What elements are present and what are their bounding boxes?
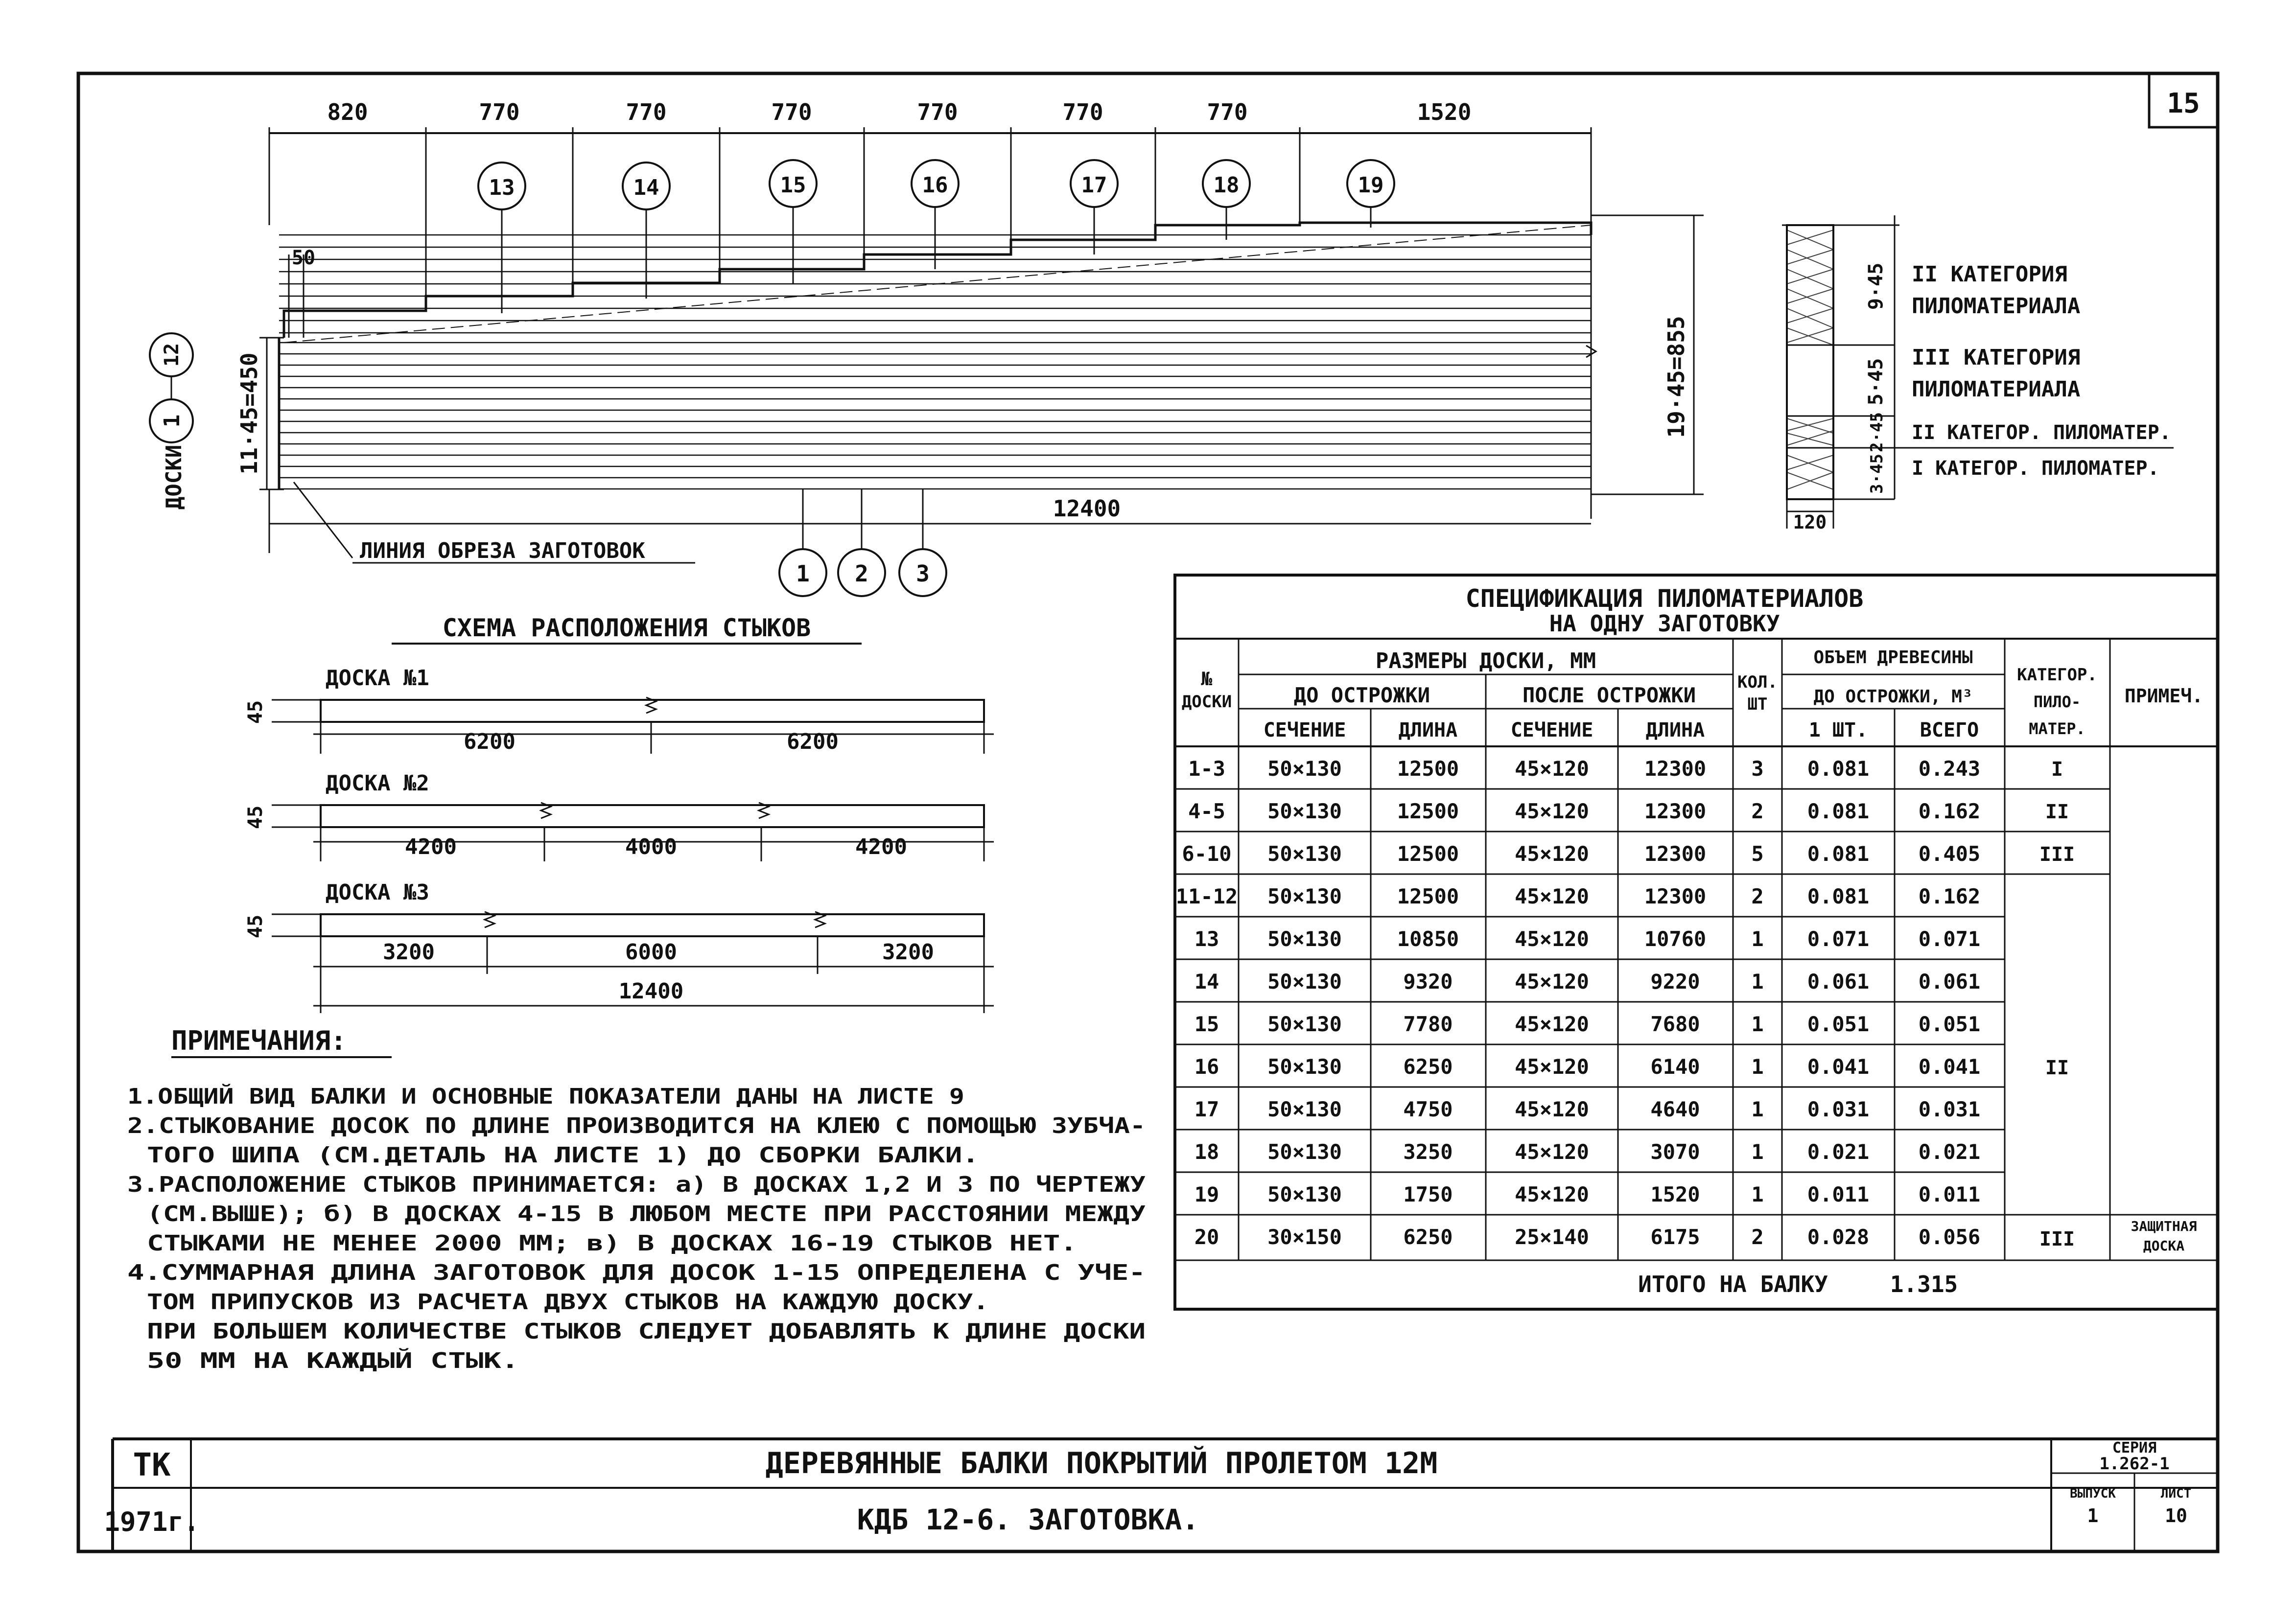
segment-length: 3200	[882, 940, 934, 965]
row-volume-total: 0.041	[1918, 1055, 1981, 1079]
legend-width: 120	[1793, 511, 1827, 533]
legend-label: II КАТЕГОР. ПИЛОМАТЕР.	[1912, 421, 2171, 444]
row-length-after: 12300	[1644, 884, 1707, 908]
seria-label: СЕРИЯ	[2112, 1439, 2157, 1457]
row-section-after: 45×120	[1515, 1055, 1589, 1079]
segment-length: 4000	[625, 834, 677, 859]
h-all: ВСЕГО	[1920, 719, 1979, 741]
tk-label: ТК	[133, 1447, 171, 1483]
row-length-before: 6250	[1403, 1055, 1453, 1079]
row-length-before: 10850	[1397, 927, 1459, 951]
right-dim: 19·45=855	[1663, 316, 1689, 438]
row-section-before: 50×130	[1267, 1097, 1342, 1121]
h-length: ДЛИНА	[1398, 719, 1458, 741]
total-length: 12400	[618, 979, 684, 1004]
row-volume-total: 0.011	[1918, 1182, 1981, 1206]
h-note: ПРИМЕЧ.	[2124, 685, 2203, 707]
cut-line-label: ЛИНИЯ ОБРЕЗА ЗАГОТОВОК	[360, 538, 645, 563]
row-volume-total: 0.051	[1918, 1012, 1981, 1036]
top-dim: 770	[626, 99, 667, 125]
joints-scheme	[244, 614, 994, 1013]
row-qty: 1	[1751, 970, 1764, 994]
row-section-after: 45×120	[1515, 757, 1589, 781]
joints-title: СХЕМА РАСПОЛОЖЕНИЯ СТЫКОВ	[442, 614, 811, 642]
board-thickness: 45	[244, 700, 267, 724]
row-board-no: 11-12	[1175, 884, 1238, 908]
row-qty: 3	[1751, 757, 1764, 781]
row-section-before: 50×130	[1267, 1182, 1342, 1206]
row-length-before: 4750	[1403, 1097, 1453, 1121]
row-length-before: 7780	[1403, 1012, 1453, 1036]
segment-length: 3200	[383, 940, 435, 965]
sheet-corner-number: 15	[2167, 88, 2200, 119]
row-section-after: 45×120	[1515, 927, 1589, 951]
top-dim: 820	[327, 99, 368, 125]
legend-dim: 2·45	[1867, 412, 1887, 452]
bottom-circle: 3	[916, 560, 930, 587]
row-section-before: 50×130	[1267, 1012, 1342, 1036]
row-volume-one: 0.081	[1807, 799, 1870, 823]
legend-label: ПИЛОМАТЕРИАЛА	[1912, 294, 2081, 319]
row-qty: 2	[1751, 1225, 1764, 1249]
row-qty: 2	[1751, 884, 1764, 908]
board-number: 18	[1213, 173, 1240, 198]
board-18-marker	[1203, 160, 1250, 240]
row-section-before: 50×130	[1267, 884, 1342, 908]
row-section-after: 45×120	[1515, 884, 1589, 908]
seria-value: 1.262-1	[2099, 1454, 2170, 1474]
top-dim: 1520	[1417, 99, 1472, 125]
row-volume-total: 0.061	[1918, 970, 1981, 994]
row-category: III	[2039, 1228, 2075, 1250]
row-length-before: 1750	[1403, 1182, 1453, 1206]
row-volume-one: 0.021	[1807, 1140, 1870, 1164]
row-section-after: 45×120	[1515, 1140, 1589, 1164]
row-note: ЗАЩИТНАЯ	[2131, 1218, 2197, 1234]
row-board-no: 6-10	[1182, 842, 1232, 866]
row-length-before: 3250	[1403, 1140, 1453, 1164]
row-volume-total: 0.162	[1918, 799, 1981, 823]
board-19-marker	[1347, 160, 1394, 228]
note-line: 1.ОБЩИЙ ВИД БАЛКИ И ОСНОВНЫЕ ПОКАЗАТЕЛИ ДАНЫ НА ЛИСТЕ 9	[127, 1084, 841, 1109]
left-dim: 11·45=450	[236, 352, 262, 475]
legend-label: II КАТЕГОРИЯ	[1912, 262, 2067, 287]
board-lines	[279, 235, 1591, 489]
segment-length: 6000	[625, 940, 677, 965]
note-line: 50 ММ НА КАЖДЫЙ СТЫК.	[147, 1348, 420, 1373]
length-dim: 12400	[1053, 495, 1121, 522]
board-16-marker	[912, 160, 959, 269]
row-qty: 1	[1751, 1012, 1764, 1036]
row-volume-total: 0.056	[1918, 1225, 1981, 1249]
h-after: ПОСЛЕ ОСТРОЖКИ	[1522, 683, 1696, 707]
row-length-after: 3070	[1650, 1140, 1700, 1164]
row-length-after: 7680	[1650, 1012, 1700, 1036]
note-line: (СМ.ВЫШЕ); б) В ДОСКАХ 4-15 В ЛЮБОМ МЕСТЕ ПРИ РАССТОЯНИИ МЕЖДУ	[147, 1202, 1146, 1226]
row-section-after: 45×120	[1515, 1182, 1589, 1206]
board-number: 16	[922, 173, 948, 198]
note-line: 4.СУММАРНАЯ ДЛИНА ЗАГОТОВОК ДЛЯ ДОСОК 1-15 ОПРЕДЕЛЕНА С УЧЕ-	[127, 1260, 1146, 1285]
row-category: III	[2039, 843, 2075, 866]
top-dim: 770	[771, 99, 812, 125]
row-section-after: 25×140	[1515, 1225, 1589, 1249]
row-category: I	[2051, 758, 2063, 781]
notes-title: ПРИМЕЧАНИЯ:	[171, 1025, 347, 1056]
segment-length: 6200	[464, 729, 515, 754]
legend-dim: 9·45	[1865, 262, 1887, 310]
row-volume-one: 0.081	[1807, 842, 1870, 866]
board-thickness: 45	[244, 914, 267, 939]
note-line: 2.СТЫКОВАНИЕ ДОСОК ПО ДЛИНЕ ПРОИЗВОДИТСЯ НА КЛЕЮ С ПОМОЩЬЮ ЗУБЧА-	[127, 1113, 1146, 1138]
row-section-after: 45×120	[1515, 1012, 1589, 1036]
row-section-before: 30×150	[1267, 1225, 1342, 1249]
row-qty: 1	[1751, 1140, 1764, 1164]
board-15-marker	[770, 160, 817, 284]
row-qty: 1	[1751, 1055, 1764, 1079]
row-qty: 5	[1751, 842, 1764, 866]
row-volume-total: 0.021	[1918, 1140, 1981, 1164]
row-volume-total: 0.031	[1918, 1097, 1981, 1121]
row-board-no: 18	[1194, 1140, 1219, 1164]
row-board-no: 15	[1194, 1012, 1219, 1036]
drawing-title: ДЕРЕВЯННЫЕ БАЛКИ ПОКРЫТИЙ ПРОЛЕТОМ 12М	[765, 1446, 1438, 1480]
row-volume-one: 0.071	[1807, 927, 1870, 951]
board-number: 15	[780, 173, 806, 198]
row-board-no: 19	[1194, 1182, 1219, 1206]
row-volume-total: 0.071	[1918, 927, 1981, 951]
board-label: ДОСКА №2	[326, 771, 429, 796]
board-number: 19	[1358, 173, 1384, 198]
row-length-after: 9220	[1650, 970, 1700, 994]
row-qty: 1	[1751, 927, 1764, 951]
row-length-before: 9320	[1403, 970, 1453, 994]
row-length-after: 12300	[1644, 757, 1707, 781]
h-length: ДЛИНА	[1645, 719, 1705, 741]
left-circle-1: 1	[160, 414, 185, 428]
h-section: СЕЧЕНИЕ	[1263, 719, 1346, 741]
blank-diagram	[150, 99, 1704, 596]
left-circle-12: 12	[161, 343, 183, 367]
board-number: 14	[633, 175, 659, 200]
row-qty: 1	[1751, 1182, 1764, 1206]
row-board-no: 16	[1194, 1055, 1219, 1079]
h-sizes: РАЗМЕРЫ ДОСКИ, ММ	[1375, 648, 1596, 673]
h-cat: ПИЛО-	[2033, 693, 2081, 711]
h-cat: КАТЕГОР.	[2017, 665, 2097, 685]
top-dim: 770	[917, 99, 958, 125]
h-before: ДО ОСТРОЖКИ	[1293, 683, 1430, 707]
note-line: ПРИ БОЛЬШЕМ КОЛИЧЕСТВЕ СТЫКОВ СЛЕДУЕТ ДОБАВЛЯТЬ К ДЛИНЕ ДОСКИ	[147, 1319, 1146, 1344]
top-dim: 770	[1062, 99, 1103, 125]
board-number: 17	[1081, 173, 1107, 198]
row-section-after: 45×120	[1515, 799, 1589, 823]
segment-length: 4200	[855, 834, 907, 859]
row-length-before: 12500	[1397, 799, 1459, 823]
bottom-circle: 1	[796, 560, 810, 587]
spec-title: СПЕЦИФИКАЦИЯ ПИЛОМАТЕРИАЛОВ	[1465, 584, 1864, 613]
spec-table	[1175, 575, 2218, 1309]
section-legend	[1782, 215, 2174, 533]
left-vertical-label: ДОСКИ	[162, 444, 187, 510]
board-14-marker	[623, 162, 670, 299]
row-volume-one: 0.041	[1807, 1055, 1870, 1079]
row-volume-one: 0.028	[1807, 1225, 1870, 1249]
board-13-marker	[478, 162, 525, 313]
note-line: ТОГО ШИПА (СМ.ДЕТАЛЬ НА ЛИСТЕ 1) ДО СБОРКИ БАЛКИ.	[147, 1143, 979, 1168]
top-dim: 770	[1207, 99, 1248, 125]
spec-subtitle: НА ОДНУ ЗАГОТОВКУ	[1549, 610, 1780, 637]
vyp-label: ВЫПУСК	[2070, 1486, 2116, 1501]
note-line: ТОМ ПРИПУСКОВ ИЗ РАСЧЕТА ДВУХ СТЫКОВ НА КАЖДУЮ ДОСКУ.	[147, 1290, 989, 1315]
list-label: ЛИСТ	[2160, 1486, 2192, 1501]
total-value: 1.315	[1890, 1271, 1958, 1297]
legend-dim: 5·45	[1865, 358, 1887, 406]
row-length-after: 6175	[1650, 1225, 1700, 1249]
row-section-after: 45×120	[1515, 842, 1589, 866]
title-block	[104, 1439, 2218, 1551]
segment-length: 4200	[405, 834, 457, 859]
row-qty: 2	[1751, 799, 1764, 823]
row-length-before: 12500	[1397, 757, 1459, 781]
h-qty: ШТ	[1747, 694, 1768, 714]
board-label: ДОСКА №3	[326, 880, 429, 905]
h-qty: КОЛ.	[1737, 672, 1778, 692]
row-section-before: 50×130	[1267, 799, 1342, 823]
segment-length: 6200	[787, 729, 839, 754]
list-value: 10	[2165, 1505, 2187, 1526]
row-volume-total: 0.405	[1918, 842, 1981, 866]
bottom-circle: 2	[855, 560, 868, 587]
h-one: 1 ШТ.	[1808, 719, 1868, 741]
legend-label: III КАТЕГОРИЯ	[1912, 345, 2081, 370]
h-cat: МАТЕР.	[2029, 719, 2085, 738]
row-board-no: 13	[1194, 927, 1219, 951]
row-volume-one: 0.051	[1807, 1012, 1870, 1036]
row-volume-one: 0.081	[1807, 884, 1870, 908]
row-length-after: 4640	[1650, 1097, 1700, 1121]
note-line: СТЫКАМИ НЕ МЕНЕЕ 2000 ММ; в) В ДОСКАХ 16-19 СТЫКОВ НЕТ.	[147, 1231, 1077, 1256]
row-board-no: 14	[1194, 970, 1219, 994]
notes	[127, 1025, 1146, 1373]
row-section-before: 50×130	[1267, 842, 1342, 866]
row-board-no: 17	[1194, 1097, 1219, 1121]
row-length-after: 12300	[1644, 799, 1707, 823]
row-length-after: 10760	[1644, 927, 1707, 951]
h-volume: ДО ОСТРОЖКИ, М³	[1813, 687, 1973, 707]
board-thickness: 45	[244, 805, 267, 830]
row-length-before: 12500	[1397, 842, 1459, 866]
board-label: ДОСКА №1	[326, 666, 429, 691]
row-board-no: 1-3	[1188, 757, 1225, 781]
legend-label: I КАТЕГОР. ПИЛОМАТЕР.	[1912, 457, 2159, 480]
dim-50: 50	[291, 247, 316, 269]
row-volume-one: 0.081	[1807, 757, 1870, 781]
vyp-value: 1	[2087, 1505, 2099, 1526]
row-section-before: 50×130	[1267, 970, 1342, 994]
row-length-before: 6250	[1403, 1225, 1453, 1249]
row-board-no: 4-5	[1188, 799, 1225, 823]
h-section: СЕЧЕНИЕ	[1510, 719, 1593, 741]
row-section-before: 50×130	[1267, 757, 1342, 781]
row-volume-one: 0.061	[1807, 970, 1870, 994]
h-no: ДОСКИ	[1181, 692, 1232, 712]
row-volume-one: 0.031	[1807, 1097, 1870, 1121]
row-qty: 1	[1751, 1097, 1764, 1121]
row-category: II	[2045, 801, 2069, 823]
row-board-no: 20	[1194, 1225, 1219, 1249]
total-label: ИТОГО НА БАЛКУ	[1638, 1271, 1828, 1297]
row-section-before: 50×130	[1267, 1055, 1342, 1079]
row-volume-total: 0.162	[1918, 884, 1981, 908]
top-dim: 770	[479, 99, 520, 125]
h-volume: ОБЪЕМ ДРЕВЕСИНЫ	[1813, 648, 1973, 668]
board-number: 13	[489, 175, 515, 200]
row-section-after: 45×120	[1515, 970, 1589, 994]
drawing-subtitle: КДБ 12-6. ЗАГОТОВКА.	[857, 1503, 1199, 1536]
row-section-before: 50×130	[1267, 927, 1342, 951]
row-note: ДОСКА	[2143, 1238, 2185, 1254]
row-length-after: 1520	[1650, 1182, 1700, 1206]
row-section-before: 50×130	[1267, 1140, 1342, 1164]
legend-dim: 3·45	[1867, 454, 1887, 494]
h-no: №	[1201, 668, 1213, 690]
row-section-after: 45×120	[1515, 1097, 1589, 1121]
year: 1971г.	[104, 1506, 200, 1537]
note-line: 3.РАСПОЛОЖЕНИЕ СТЫКОВ ПРИНИМАЕТСЯ: а) В ДОСКАХ 1,2 И 3 ПО ЧЕРТЕЖУ	[127, 1172, 1146, 1197]
row-length-after: 6140	[1650, 1055, 1700, 1079]
legend-label: ПИЛОМАТЕРИАЛА	[1912, 377, 2081, 402]
row-volume-one: 0.011	[1807, 1182, 1870, 1206]
row-volume-total: 0.243	[1918, 757, 1981, 781]
row-length-after: 12300	[1644, 842, 1707, 866]
row-length-before: 12500	[1397, 884, 1459, 908]
row-category: II	[2045, 1057, 2069, 1079]
